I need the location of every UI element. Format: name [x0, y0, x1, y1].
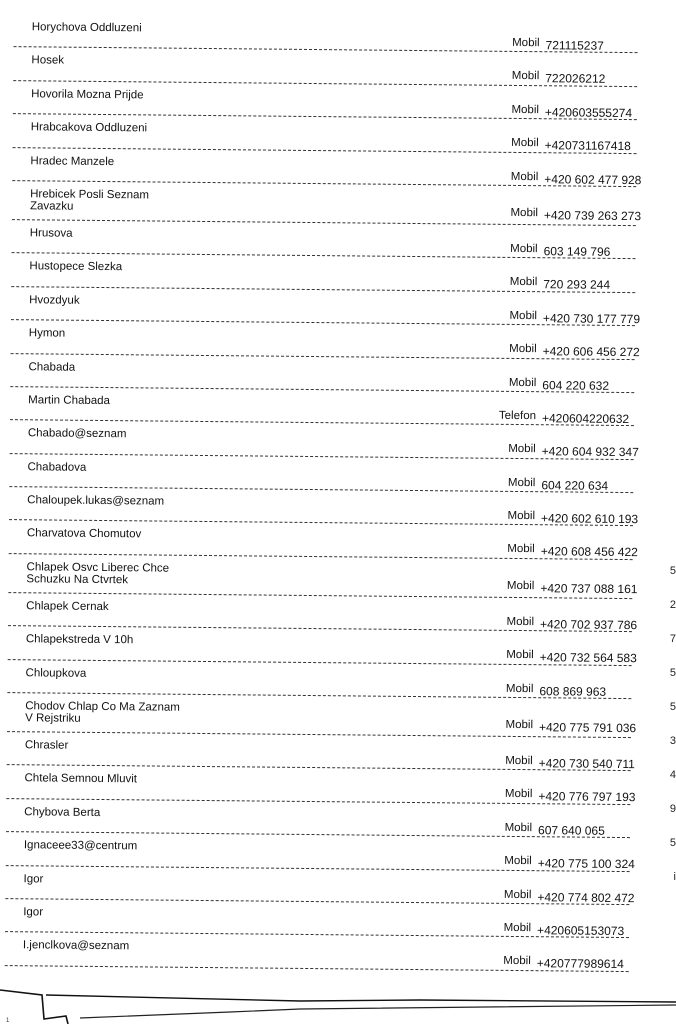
phone-number: +420 775 791 036	[538, 720, 637, 736]
phone-type-label: Mobil	[503, 955, 531, 968]
contact-name: Hradec Manzele	[30, 154, 115, 168]
phone-number: +420 732 564 583	[539, 650, 637, 666]
contact-name: Hustopece Slezka	[29, 260, 123, 274]
phone-type-label: Mobil	[509, 343, 537, 356]
phone-number: +420604220632	[541, 411, 630, 426]
edge-fragment: 7	[669, 633, 676, 645]
phone-number: 722026212	[545, 71, 606, 87]
phone-number: 720 293 244	[543, 277, 611, 293]
phone-type-label: Mobil	[509, 276, 538, 289]
phone-type-label: Mobil	[504, 821, 533, 834]
phone-type-label: Mobil	[510, 242, 538, 256]
edge-fragment: 3	[669, 735, 676, 747]
phone-number: +420 730 540 711	[538, 756, 635, 772]
contact-name: Chlapek Cernak	[26, 600, 109, 613]
phone-number: +420 702 937 786	[539, 617, 638, 633]
phone-type-label: Mobil	[506, 649, 534, 662]
phone-number: +420 730 177 779	[542, 310, 641, 326]
phone-type-label: Mobil	[504, 788, 533, 801]
phone-type-label: Mobil	[506, 615, 535, 629]
contact-name: Chodov Chlap Co Ma Zaznam V Rejstriku	[25, 700, 180, 725]
phone-number: 604 220 634	[541, 477, 609, 493]
phone-number: +420 739 263 273	[543, 208, 642, 224]
phone-type-label: Mobil	[508, 443, 536, 456]
contact-name: Hrebicek Posli Seznam Zavazku	[29, 188, 150, 213]
phone-type-label: Mobil	[511, 70, 540, 83]
phone-type-label: Mobil	[512, 36, 540, 50]
phone-type-label: Mobil	[509, 309, 538, 322]
phone-number: +420 776 797 193	[538, 789, 636, 805]
phone-number: 604 220 632	[542, 377, 610, 393]
contact-row	[8, 554, 638, 599]
phone-number: +420605153073	[537, 923, 625, 939]
phone-type-label: Mobil	[505, 754, 533, 768]
contact-name: Chabadova	[27, 460, 87, 474]
edge-fragment: 5	[669, 837, 676, 849]
contact-name: Hovorila Mozna Prijde	[31, 88, 144, 102]
phone-type-label: Mobil	[507, 509, 536, 523]
phone-number: +420777989614	[536, 956, 624, 972]
phone-type-label: Mobil	[507, 476, 536, 489]
contact-name: Hrusova	[29, 227, 73, 240]
phone-number: +420 775 100 324	[537, 856, 635, 872]
phone-number: 721115237	[545, 38, 604, 53]
contact-name: Igor	[23, 872, 44, 886]
phone-type-label: Mobil	[511, 103, 540, 116]
contact-name: Chtela Semnou Mluvit	[24, 772, 138, 786]
contact-name: Chlapekstreda V 10h	[25, 633, 134, 647]
phone-number: +420 604 932 347	[541, 444, 639, 460]
contact-name: Charvatova Chomutov	[26, 527, 142, 541]
phone-number: 607 640 065	[537, 823, 605, 838]
contact-row	[7, 693, 637, 738]
corner-mark: 1	[6, 1018, 10, 1024]
contact-name: Chaloupek.lukas@seznam	[27, 494, 165, 508]
contact-name: Chlapek Osvc Liberec Chce Schuzku Na Ctvrtek	[26, 561, 170, 587]
phone-number: +420 774 802 472	[537, 889, 635, 905]
edge-fragment: i	[673, 871, 676, 883]
edge-fragment: 2	[669, 599, 676, 611]
phone-type-label: Mobil	[510, 170, 539, 183]
contact-name: Hymon	[28, 327, 66, 340]
contact-name: Horychova Oddluzeni	[31, 21, 142, 35]
edge-fragment: 5	[669, 701, 676, 713]
edge-fragment: 5	[669, 667, 676, 679]
contact-name: Chybova Berta	[24, 806, 101, 819]
phone-type-label: Mobil	[507, 543, 535, 556]
page-fold-lines	[0, 964, 676, 1024]
contact-name: Hosek	[31, 54, 65, 68]
edge-fragment: 5	[669, 565, 676, 577]
contact-name: I.jenclkova@seznam	[22, 939, 130, 953]
contact-name: Chabada	[28, 360, 76, 374]
contact-name: Chloupkova	[25, 666, 87, 680]
contact-row	[12, 181, 642, 226]
contact-name: Ignaceee33@centrum	[23, 839, 138, 853]
phone-number: +420 602 477 928	[544, 171, 642, 187]
phone-number: +420603555274	[544, 105, 633, 120]
phone-type-label: Mobil	[508, 376, 537, 389]
phone-number: +420 737 088 161	[540, 581, 638, 597]
phone-type-label: Mobil	[511, 137, 539, 150]
contact-name: Chabado@seznam	[27, 427, 127, 441]
phone-type-label: Mobil	[510, 206, 539, 220]
phone-number: 603 149 796	[543, 244, 611, 259]
edge-fragment: 4	[669, 769, 676, 781]
edge-fragment: 9	[669, 803, 676, 815]
phone-number: +420 602 610 193	[540, 511, 639, 527]
contact-name: Igor	[23, 906, 44, 919]
phone-type-label: Mobil	[506, 579, 535, 593]
phone-number: +420 608 456 422	[540, 544, 638, 560]
phone-number: +420 606 456 272	[542, 344, 640, 360]
phone-type-label: Mobil	[504, 855, 532, 868]
phone-number: 608 869 963	[539, 683, 607, 699]
phone-type-label: Mobil	[505, 682, 534, 695]
phone-type-label: Telefon	[498, 409, 537, 423]
phone-type-label: Mobil	[503, 921, 532, 935]
phone-number: +420731167418	[544, 138, 631, 154]
adjacent-page-edge	[666, 470, 676, 970]
phone-type-label: Mobil	[503, 888, 532, 901]
contact-list	[5, 14, 642, 972]
contact-name: Hvozdyuk	[29, 294, 80, 307]
contact-name: Chrasler	[24, 739, 69, 752]
contact-name: Hrabcakova Oddluzeni	[30, 121, 148, 135]
contact-name: Martin Chabada	[28, 394, 111, 407]
phone-type-label: Mobil	[505, 718, 534, 732]
